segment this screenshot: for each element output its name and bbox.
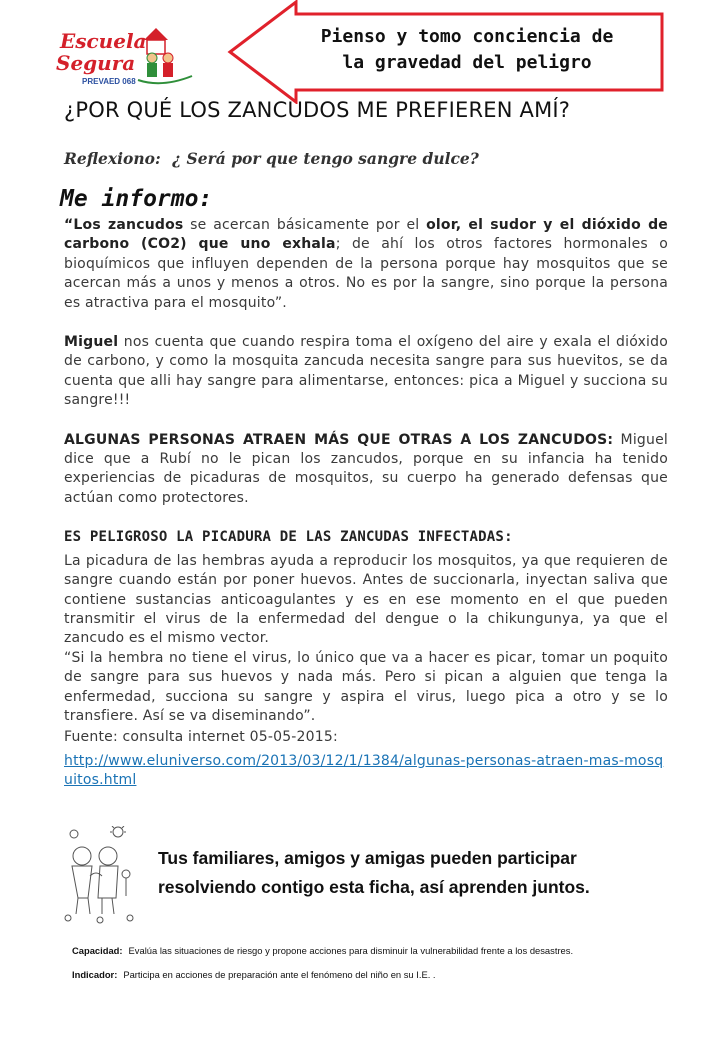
reflexion-question: ¿ Será por que tengo sangre dulce? (172, 149, 479, 168)
family-note-line-2: resolviendo contigo esta ficha, así aprenden juntos. (158, 877, 590, 897)
paragraph-2 (64, 333, 668, 411)
body-text (64, 216, 668, 791)
p3-text: Miguel dice que a Rubí no le pican los zancudos, porque en su infancia ha tenido experiencias de picaduras de mosquitos, su cuerpo ha generado defensas que actúan como protectores. (64, 431, 668, 506)
p3-heading: ALGUNAS PERSONAS ATRAEN MÁS QUE OTRAS A LOS ZANCUDOS: (64, 431, 614, 448)
indicador-label: Indicador: (72, 969, 118, 980)
logo-text-escuela: Escuela (60, 29, 147, 53)
capacidad-label: Capacidad: (72, 945, 123, 956)
escuela-segura-logo (52, 18, 200, 92)
p1-text-2: ; de ahí los otros factores hormonales o bioquímicos que influyen dependen de la persona porque hay mosquitos que se acercan más a unos y menos a otros. No es por la sangre, sino porque la persona es atractiva para el mosquito”. (64, 236, 668, 311)
section-title: Me informo: (60, 186, 213, 212)
footer-indicador (72, 969, 692, 980)
p1-bold-2: olor, el sudor y el dióxido de carbono (CO2) que uno exhala (64, 217, 668, 253)
p2-text: nos cuenta que cuando respira toma el oxígeno del aire y exala el dióxido de carbono, y como la mosquita zancuda necesita sangre para sus huevitos, se da cuenta que alli hay sangre para alimentarse, entonces: pica a Miguel y succiona su sangre!!! (64, 334, 668, 409)
reflexion-line (64, 149, 479, 168)
paragraph-3 (64, 431, 668, 509)
family-note (158, 844, 678, 902)
p1-bold-1: Los zancudos (73, 217, 184, 233)
indicador-text: Participa en acciones de preparación ante el fenómeno del niño en su I.E. . (123, 969, 436, 980)
open-quote: “ (64, 217, 74, 233)
arrow-banner-text (282, 24, 652, 76)
paragraph-1 (64, 216, 668, 313)
family-note-line-1: Tus familiares, amigos y amigas pueden participar (158, 848, 577, 868)
p1-text-1: se acercan básicamente por el (183, 217, 427, 233)
paragraph-4-heading: ES PELIGROSO LA PICADURA DE LAS ZANCUDAS INFECTADAS: (64, 529, 513, 546)
source-line: Fuente: consulta internet 05-05-2015: (64, 729, 338, 746)
paragraph-4-text-2: “Si la hembra no tiene el virus, lo único que va a hacer es picar, tomar un poquito de sangre para sus huevos y nada más. Pero si pican a alguien que tenga la enfermedad, succiona su sangre y aspira el virus, luego pica a otro y se lo transfiere. Así se va diseminando”. (64, 649, 668, 724)
source-link[interactable]: http://www.eluniverso.com/2013/03/12/1/1384/algunas-personas-atraen-mas-mosquitos.html (64, 752, 664, 789)
reflexion-label: Reflexiono: (64, 149, 161, 168)
page-title: ¿POR QUÉ LOS ZANCUDOS ME PREFIEREN AMÍ? (64, 98, 571, 122)
p2-bold: Miguel (64, 334, 119, 351)
arrow-line-2: la gravedad del peligro (342, 52, 592, 73)
paragraph-4-text-1: La picadura de las hembras ayuda a reproducir los mosquitos, ya que requieren de sangre cuando están por poner huevos. Antes de succionarla, inyectan saliva que contiene sustancias anticoagulantes y es en ese momento en el que pueden transmitir el virus de la enfermedad del dengue o la chikungunya, ya que el zancudo es el mismo vector. (64, 552, 668, 647)
source-link-wrap (64, 752, 668, 791)
kids-drawing (60, 826, 138, 924)
capacidad-text: Evalúa las situaciones de riesgo y propone acciones para disminuir la vulnerabilidad frente a los desastres. (128, 945, 574, 956)
arrow-line-1: Pienso y tomo conciencia de (320, 26, 614, 47)
logo-subtext: PREVAED 068 (82, 77, 136, 86)
logo-text-segura: Segura (56, 51, 136, 75)
footer-capacidad (72, 945, 692, 956)
